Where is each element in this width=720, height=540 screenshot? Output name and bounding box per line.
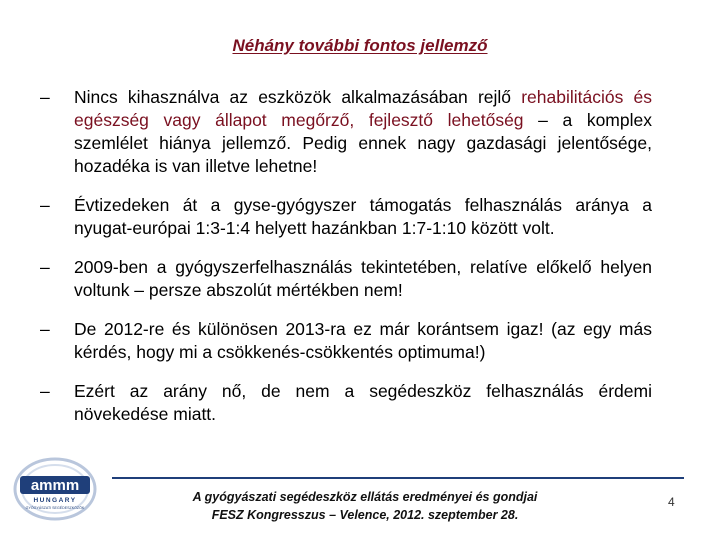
bullet-dash: – bbox=[40, 319, 50, 339]
logo-main-text: ammm bbox=[30, 477, 80, 494]
page-number: 4 bbox=[668, 495, 675, 509]
bullet-text: Ezért az arány nő, de nem a segédeszköz felhasználás érdemi növekedése miatt. bbox=[74, 381, 652, 424]
bullet-item bbox=[40, 256, 652, 302]
bullet-dash: – bbox=[40, 87, 50, 107]
logo-sub-text: HUNGARY bbox=[33, 497, 77, 504]
footer-line-1: A gyógyászati segédeszköz ellátás eredményei és gondjai bbox=[192, 490, 538, 504]
bullet-dash: – bbox=[40, 381, 50, 401]
ammm-hungary-logo-icon bbox=[12, 456, 98, 522]
footer-divider bbox=[112, 477, 684, 479]
bullet-text: De 2012-re és különösen 2013-ra ez már korántsem igaz! (az egy más kérdés, hogy mi a csökkenés-csökkentés optimuma!) bbox=[74, 319, 652, 362]
logo-tagline-text: GYÓGYÁSZATI SEGÉDESZKÖZÖK bbox=[25, 506, 85, 510]
bullet-text: 2009-ben a gyógyszerfelhasználás tekintetében, relatíve előkelő helyen voltunk – persze abszolút mértékben nem! bbox=[74, 257, 652, 300]
bullet-item bbox=[40, 318, 652, 364]
bullet-item bbox=[40, 86, 652, 178]
bullet-list bbox=[40, 86, 652, 442]
bullet-item bbox=[40, 194, 652, 240]
bullet-text: Nincs kihasználva az eszközök alkalmazásában rejlő bbox=[74, 87, 522, 107]
slide-title bbox=[0, 36, 720, 56]
bullet-text: – a komplex szemlélet hiánya jellemző. Pedig ennek nagy gazdasági jelentősége, hozadéka is van illetve lehetne! bbox=[74, 110, 652, 176]
slide-title-text: Néhány további fontos jellemző bbox=[232, 36, 488, 55]
bullet-text: Évtizedeken át a gyse-gyógyszer támogatás felhasználás aránya a nyugat-európai 1:3-1:4 helyett hazánkban 1:7-1:10 között volt. bbox=[74, 195, 652, 238]
footer-line-2: FESZ Kongresszus – Velence, 2012. szeptember 28. bbox=[211, 508, 519, 522]
bullet-highlight-text: rehabilitációs és egészség vagy állapot megőrző, fejlesztő lehetőség bbox=[74, 87, 652, 130]
bullet-dash: – bbox=[40, 257, 50, 277]
bullet-item bbox=[40, 380, 652, 426]
bullet-dash: – bbox=[40, 195, 50, 215]
footer bbox=[150, 488, 580, 524]
